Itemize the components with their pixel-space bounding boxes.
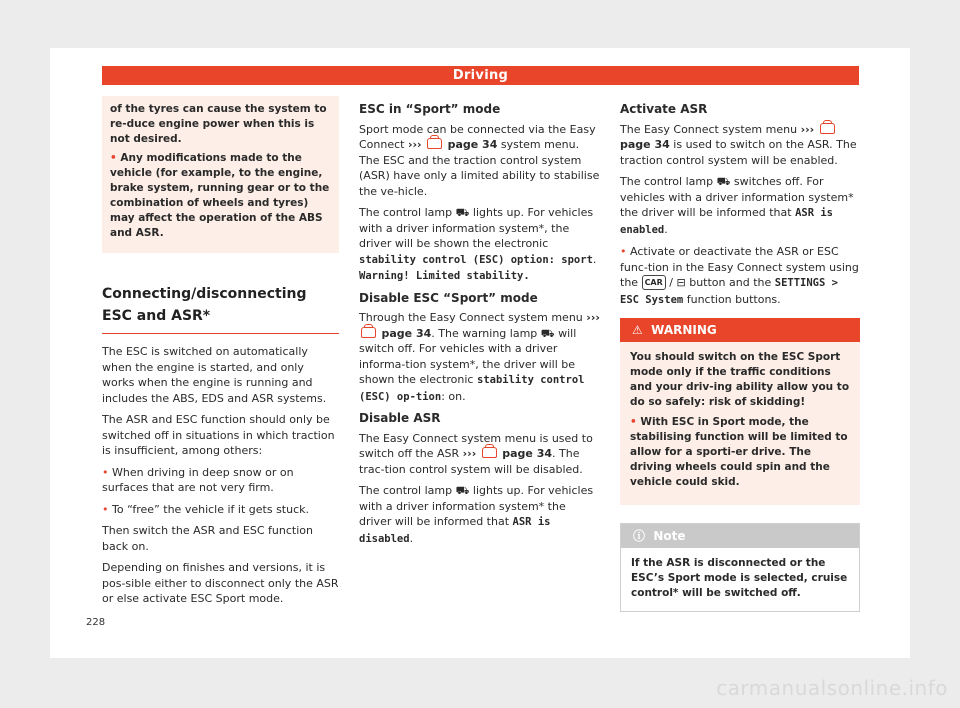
warning-text: You should switch on the ESC Sport mode only if the traffic conditions and your driv-ing ability allow you to do so safely: risk of skidding! — [630, 351, 850, 408]
warning-tail-text-2: Any modifications made to the vehicle (for example, to the engine, brake system, running gear or to the combination of wheels and tyres) may affect the operation of the ABS and ASR. — [110, 152, 330, 239]
subheading: ESC in “Sport” mode — [359, 102, 501, 116]
paragraph: Then switch the ASR and ESC function back on. — [102, 524, 313, 553]
info-icon: ⓘ — [633, 529, 646, 543]
text: system menu. The ESC and the traction control system (ASR) have only a limited ability to stabilise the ve-hicle. — [359, 138, 600, 198]
car-icon — [361, 327, 376, 338]
warning-title: WARNING — [651, 323, 717, 337]
list-item-text: To “free” the vehicle if it gets stuck. — [112, 502, 310, 516]
reference-arrows-icon: ››› — [586, 311, 600, 324]
list-item — [102, 465, 339, 496]
car-button-icon: CAR — [642, 275, 666, 290]
column-2 — [359, 98, 601, 553]
column-3 — [620, 98, 860, 612]
esc-lamp-icon: ⛟ — [455, 206, 470, 219]
list-item: • Activate or deactivate the ASR or ESC func-tion in the Easy Connect system using the CAR / ⊟ button and the SETTINGS > ESC System function buttons. — [620, 245, 859, 306]
subheading: Disable ASR — [359, 411, 441, 425]
text: . The trac-tion control system will be disabled. — [359, 447, 583, 476]
text: button and the — [689, 276, 772, 289]
text: lights up. For vehicles with a driver information system*, the driver will be shown the electronic — [359, 206, 594, 250]
section-title: Connecting/disconnecting ESC and ASR* — [102, 283, 339, 334]
paragraph — [359, 310, 601, 405]
warning-header — [620, 318, 860, 342]
esc-lamp-icon: ⛟ — [540, 326, 555, 340]
paragraph — [359, 431, 601, 478]
paragraph: The control lamp ⛟ lights up. For vehicles with a driver information system* the driver will be informed that ASR is disabled. — [359, 484, 594, 545]
warning-body — [620, 342, 860, 505]
note-title: Note — [653, 529, 686, 543]
display-message: stability control (ESC) option: sport — [359, 253, 593, 266]
warning-box — [620, 318, 860, 505]
chapter-header: Driving — [102, 66, 859, 85]
text: The control lamp — [359, 206, 453, 219]
watermark: carmanualsonline.info — [716, 676, 948, 700]
bullet-icon: • — [630, 416, 641, 428]
paragraph: The control lamp ⛟ lights up. For vehicles with a driver information system*, the driver will be shown the electronic stability control (ESC) option: sport. Warning! Limited stability. — [359, 206, 597, 282]
text: The Easy Connect system menu is used to switch off the ASR — [359, 431, 593, 460]
display-message: Warning! Limited stability. — [359, 270, 530, 282]
text: Through the Easy Connect system menu — [359, 311, 583, 324]
reference-arrows-icon: ››› — [462, 447, 477, 460]
text: . The warning lamp — [431, 326, 538, 340]
display-message: SETTINGS > ESC System — [620, 277, 838, 306]
display-message: stability control (ESC) op-tion — [359, 374, 585, 403]
paragraph: The ASR and ESC function should only be switched off in situations in which traction is insufficient, among others: — [102, 413, 335, 457]
paragraph — [620, 122, 860, 169]
note-body: If the ASR is disconnected or the ESC’s Sport mode is selected, cruise control* will be switched off. — [631, 557, 848, 599]
car-icon — [482, 447, 497, 458]
paragraph: The ESC is switched on automatically when the engine is started, and only works when the engine is running and includes the ABS, EDS and ASR systems. — [102, 345, 327, 405]
warning-continuation — [102, 96, 339, 253]
text: will switch off. For vehicles with a driver informa-tion system*, the driver will be shown the electronic — [359, 326, 577, 386]
column-1 — [102, 98, 339, 613]
warning-tail-item — [110, 151, 331, 241]
note-box — [620, 523, 860, 612]
reference-arrows-icon: ››› — [407, 138, 422, 151]
text: Activate or deactivate the ASR or ESC func-tion in the Easy Connect system using the — [620, 245, 859, 289]
paragraph — [359, 122, 601, 200]
text: The control lamp — [359, 484, 453, 497]
list-item-text: When driving in deep snow or on surfaces that are not very firm. — [102, 465, 294, 494]
warning-tail-text-1: of the tyres can cause the system to re-duce engine power when this is not desired. — [110, 103, 327, 145]
text: is used to switch on the ASR. The traction control system will be enabled. — [620, 138, 857, 167]
page-number: 228 — [86, 617, 106, 628]
car-icon — [427, 138, 442, 149]
text: : on. — [441, 389, 466, 403]
paragraph: Depending on finishes and versions, it is pos-sible either to disconnect only the ASR or else activate ESC Sport mode. — [102, 561, 339, 605]
text: Sport mode can be connected via the Easy Connect — [359, 122, 596, 151]
display-message: ASR is enabled — [620, 207, 834, 236]
page-reference-link[interactable]: page 34 — [620, 138, 670, 151]
page-reference-link[interactable]: page 34 — [381, 326, 432, 340]
paragraph: The control lamp ⛟ switches off. For vehicles with a driver information system* the driver will be informed that ASR is enabled. — [620, 175, 854, 236]
bullet-icon: • — [110, 152, 121, 164]
warning-triangle-icon: ⚠ — [632, 323, 643, 337]
warning-text: With ESC in Sport mode, the stabilising function will be limited to allow for a sporti-er drive. The driving wheels could spin and the vehicle could skid. — [630, 416, 848, 488]
text: lights up. For vehicles with a driver information system* the driver will be informed that — [359, 484, 594, 528]
warning-item — [630, 415, 850, 490]
display-message: ASR is disabled — [359, 516, 551, 545]
page-reference-link[interactable]: page 34 — [447, 138, 498, 151]
menu-button-icon: ⊟ — [676, 276, 686, 289]
text: switches off. For vehicles with a driver information system* the driver will be informed that — [620, 175, 854, 219]
asr-lamp-icon: ⛟ — [455, 484, 470, 497]
text: The Easy Connect system menu — [620, 122, 798, 136]
text: function buttons. — [686, 292, 781, 306]
bullet-icon: • — [620, 245, 630, 258]
text: The control lamp — [620, 175, 714, 188]
asr-lamp-icon: ⛟ — [716, 175, 731, 188]
note-header — [621, 524, 859, 548]
page-reference-link[interactable]: page 34 — [502, 447, 553, 460]
subheading: Activate ASR — [620, 102, 708, 116]
bullet-icon: • — [102, 465, 112, 479]
reference-arrows-icon: ››› — [800, 122, 815, 136]
subheading: Disable ESC “Sport” mode — [359, 290, 538, 305]
car-icon — [820, 123, 835, 134]
bullet-icon: • — [102, 502, 112, 516]
list-item — [102, 502, 339, 518]
